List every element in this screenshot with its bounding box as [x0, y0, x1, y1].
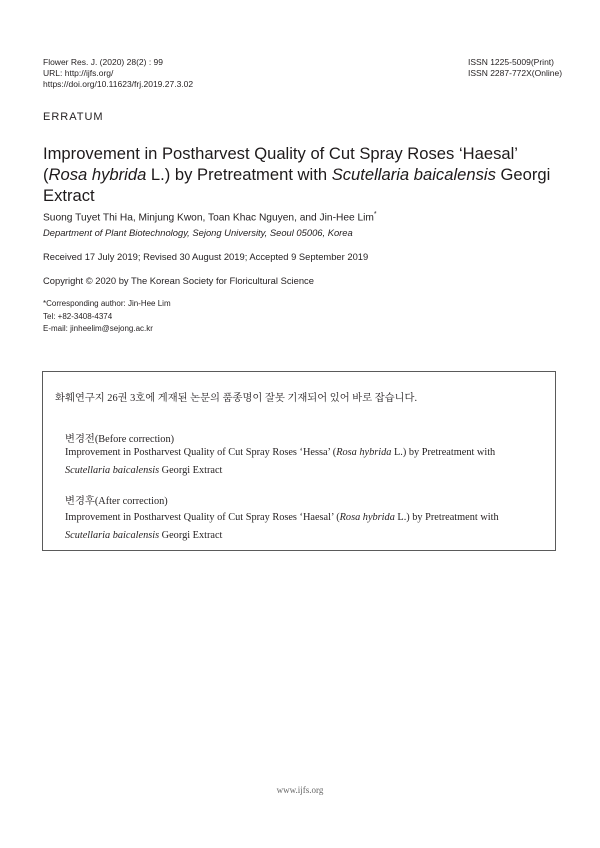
- title-line-2: (Rosa hybrida L.) by Pretreatment with Scutellaria baicalensis Georgi: [43, 165, 551, 184]
- before-correction-title-1: Improvement in Postharvest Quality of Cut Spray Roses ‘Hessa’ (Rosa hybrida L.) by Pretreatment with: [65, 447, 496, 458]
- affiliation: Department of Plant Biotechnology, Sejong University, Seoul 05006, Korea: [43, 227, 353, 238]
- correction-notice: 화훼연구지 26권 3호에 게재된 논문의 품종명이 잘못 기재되어 있어 바로 잡습니다.: [55, 393, 418, 404]
- footer-website[interactable]: www.ijfs.org: [276, 785, 324, 795]
- journal-header-left: [43, 57, 193, 90]
- title-line-3: Extract: [43, 186, 95, 205]
- author-list: Suong Tuyet Thi Ha, Minjung Kwon, Toan Khac Nguyen, and Jin-Hee Lim*: [43, 211, 377, 224]
- copyright-notice: Copyright © 2020 by The Korean Society for Floricultural Science: [43, 275, 314, 286]
- corresponding-mark: *: [373, 211, 377, 218]
- author-email[interactable]: E-mail: jinheelim@sejong.ac.kr: [43, 324, 153, 333]
- issn-online: ISSN 2287-772X(Online): [468, 68, 563, 78]
- article-title: [43, 143, 563, 206]
- corresponding-author-info: [43, 298, 171, 336]
- article-type-label: ERRATUM: [43, 111, 104, 123]
- issn-print: ISSN 1225-5009(Print): [468, 57, 554, 67]
- before-correction-title-2: Scutellaria baicalensis Georgi Extract: [65, 465, 223, 476]
- correction-box: [42, 371, 556, 551]
- title-line-1: Improvement in Postharvest Quality of Cut Spray Roses ‘Haesal’: [43, 144, 518, 163]
- after-correction-heading: 변경후(After correction): [65, 496, 168, 507]
- doi-link[interactable]: https://doi.org/10.11623/frj.2019.27.3.02: [43, 79, 194, 89]
- corresponding-author: *Corresponding author: Jin-Hee Lim: [43, 299, 171, 308]
- journal-url[interactable]: URL: http://ijfs.org/: [43, 68, 114, 78]
- before-correction-heading: 변경전(Before correction): [65, 434, 175, 445]
- after-correction-title-2: Scutellaria baicalensis Georgi Extract: [65, 530, 223, 541]
- article-dates: Received 17 July 2019; Revised 30 August 2019; Accepted 9 September 2019: [43, 251, 369, 262]
- journal-header-right: [468, 57, 562, 79]
- after-correction-title-1: Improvement in Postharvest Quality of Cut Spray Roses ‘Haesal’ (Rosa hybrida L.) by Pretreatment with: [65, 512, 499, 523]
- journal-citation: Flower Res. J. (2020) 28(2) : 99: [43, 57, 163, 67]
- title-species-name: Rosa hybrida: [48, 165, 147, 184]
- author-tel: Tel: +82-3408-4374: [43, 311, 113, 321]
- title-species-name-2: Scutellaria baicalensis: [331, 165, 496, 184]
